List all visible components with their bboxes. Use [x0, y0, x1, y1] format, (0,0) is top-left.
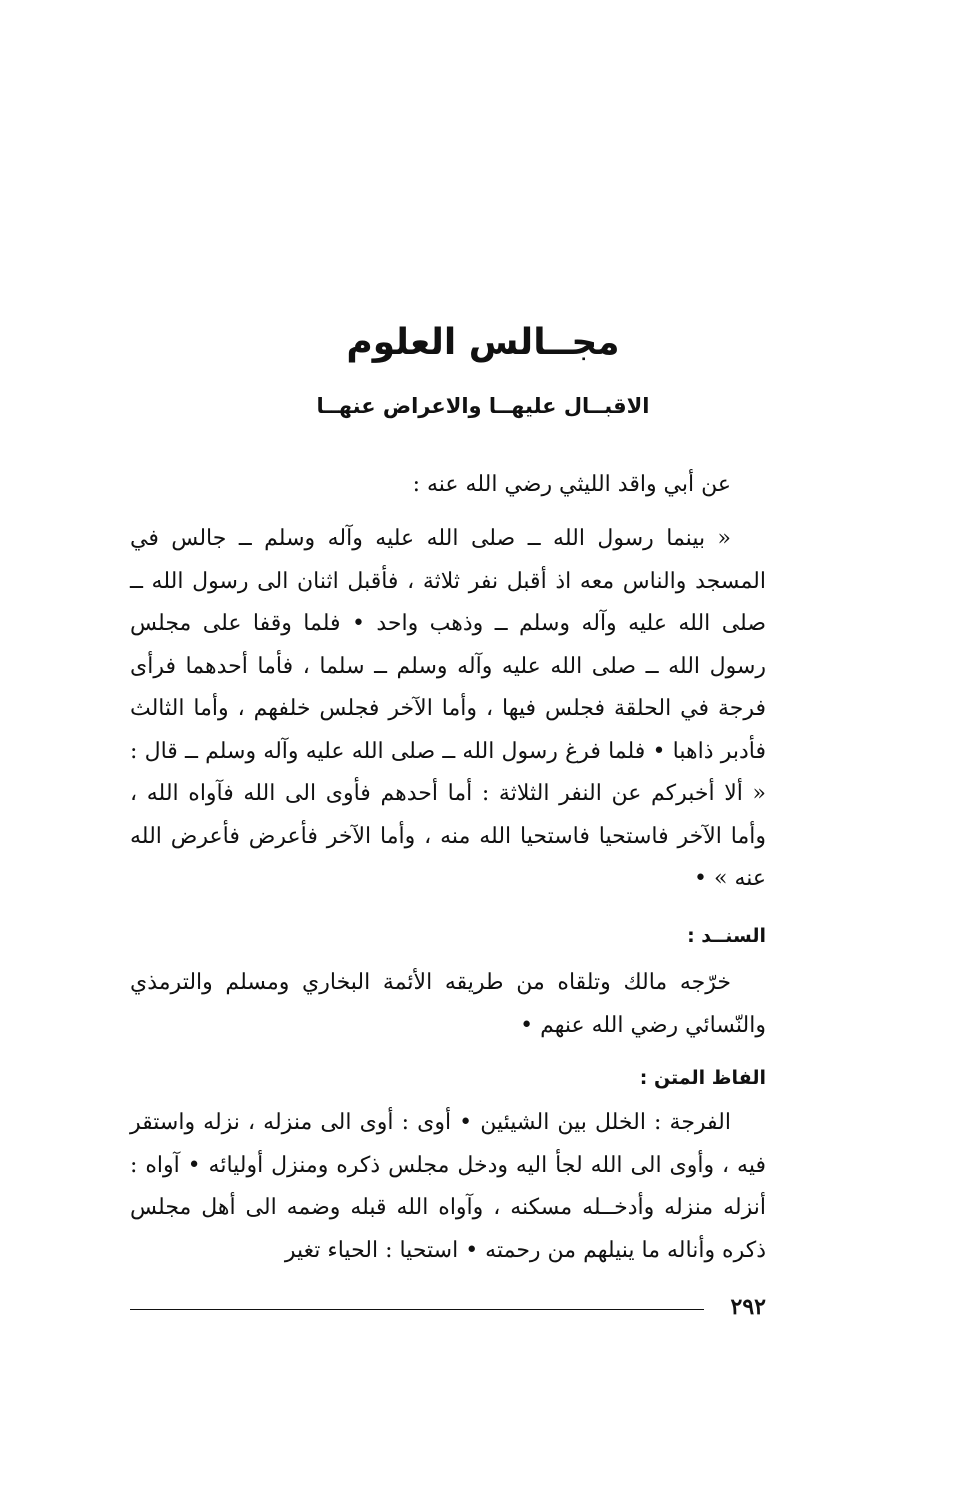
narrator-line: عن أبي واقد الليثي رضي الله عنه : — [412, 472, 731, 497]
chapter-subtitle: الاقبــال عليهــا والاعراض عنهــا — [316, 394, 650, 418]
hadith-paragraph: « بينما رسول الله ــ صلى الله عليه وآله وسلم ــ جالس في المسجد والناس معه اذ أقبل نفر ثلاثة ، فأقبل اثنان الى رسول الله ــ صلى الله عليه وآله وسلم ــ وذهب واحد • فلما وقفا على مجلس رسول الله ــ صلى الله عليه وآله وسلم ــ سلما ، فأما أحدهما فرأى فرجة في الحلقة فجلس فيها ، وأما الآخر فجلس خلفهم ، وأما الثالث فأدبر ذاهبا • فلما فرغ رسول الله ــ صلى الله عليه وآله وسلم ــ قال : « ألا أخبركم عن النفر الثلاثة : أما أحدهم فأوى الى الله فآواه الله ، وأما الآخر فاستحيا فاستحيا الله منه ، وأما الآخر فأعرض فأعرض الله عنه » • — [130, 526, 766, 891]
hadith-text-block — [130, 518, 766, 901]
alfaz-heading: الفاظ المتن : — [639, 1067, 766, 1089]
chapter-title: مجــالس العلوم — [346, 322, 620, 363]
sanad-text-block — [130, 962, 766, 1047]
explanation-paragraph: الفرجة : الخلل بين الشيئين • أوى : أوى الى منزله ، نزله واستقر فيه ، وأوى الى الله لجأ اليه ودخل مجلس ذكره ومنزل أوليائه • آواه : أنزله منزله وأدخــله مسكنه ، وآواه الله قبله وضمه الى أهل مجلس ذكره وأناله ما ينيلهم من رحمته • استحيا : الحياء تغير — [130, 1110, 766, 1263]
explanation-text-block — [130, 1102, 766, 1272]
page-footer — [130, 1290, 766, 1324]
sanad-heading: السنــد : — [687, 925, 766, 947]
sanad-paragraph: خرّجه مالك وتلقاه من طريقه الأئمة البخاري ومسلم والترمذي والنّسائي رضي الله عنهم • — [130, 970, 766, 1038]
page-number: ٢٩٢ — [730, 1294, 766, 1320]
footer-divider — [130, 1309, 704, 1310]
